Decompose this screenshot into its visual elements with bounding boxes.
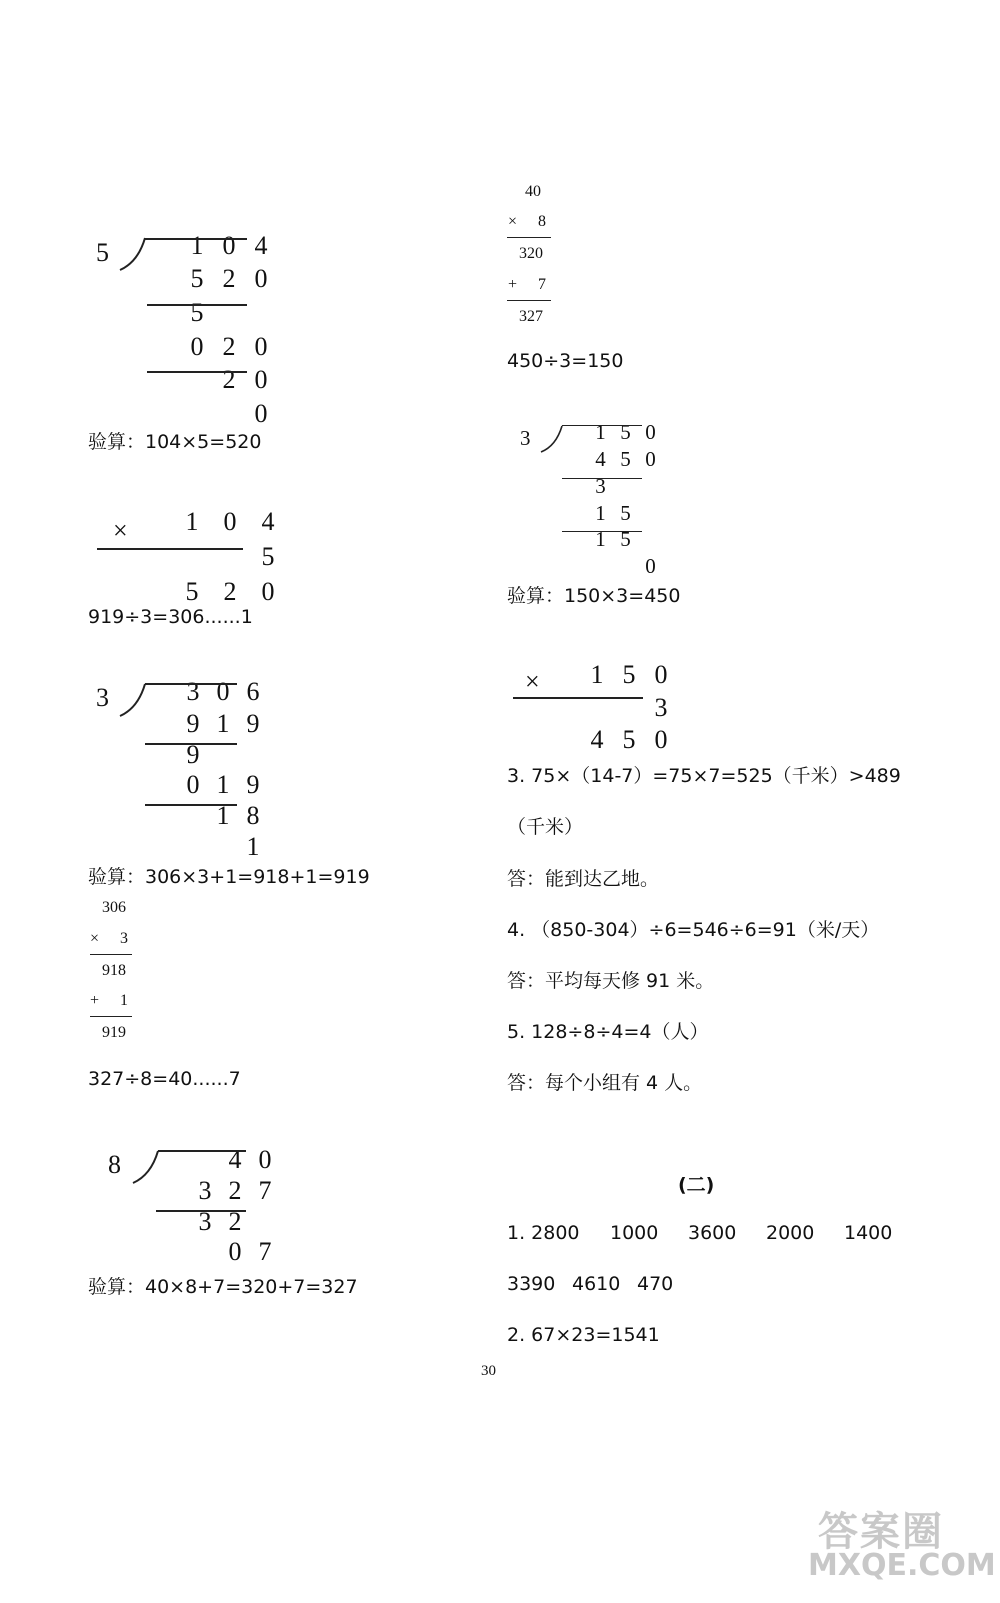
mul-line — [97, 548, 243, 550]
small-line-2 — [90, 1016, 132, 1017]
small-line-1 — [507, 237, 551, 238]
dividend-row: 4 5 0 — [595, 447, 656, 471]
small-op: × — [90, 930, 100, 947]
bracket-bar — [562, 425, 642, 426]
divisor: 3 — [520, 426, 531, 450]
subtract-line-1 — [156, 1210, 246, 1212]
quotient-row: 1 0 4 — [190, 231, 268, 260]
mul-result-row: 5 2 0 — [185, 577, 275, 606]
subtract-line-2 — [147, 371, 247, 373]
small-product: 918 — [102, 962, 126, 979]
divisor: 3 — [96, 683, 109, 712]
value-cell: 3390 — [507, 1273, 556, 1295]
mul-line — [513, 697, 643, 699]
subtract-line-2 — [562, 531, 642, 532]
value-cell: 1400 — [844, 1222, 893, 1244]
small-add-op: + — [90, 992, 100, 1009]
value-cell: 1. 2800 — [507, 1222, 580, 1244]
small-a: 306 — [102, 899, 126, 916]
check-text-1: 验算：104×5=520 — [88, 431, 262, 453]
small-add: 1 — [120, 992, 128, 1009]
equation-919-div-3: 919÷3=306......1 — [88, 606, 253, 628]
section-2-question-2: 2. 67×23=1541 — [507, 1324, 660, 1346]
value-cell: 3600 — [688, 1222, 737, 1244]
value-cell: 1000 — [610, 1222, 659, 1244]
subtract-line-1 — [147, 304, 247, 306]
subtract-row-2: 1 5 — [595, 527, 631, 551]
small-sum: 919 — [102, 1024, 126, 1041]
subtract-line-1 — [562, 478, 642, 479]
subtract-line-2 — [145, 804, 237, 806]
small-a: 40 — [525, 183, 541, 200]
value-cell: 2000 — [766, 1222, 815, 1244]
question-5-line: 5. 128÷8÷4=4（人） — [507, 1021, 709, 1043]
small-add-op: + — [508, 276, 518, 293]
question-5-answer: 答：每个小组有 4 人。 — [507, 1072, 703, 1094]
page-number: 30 — [481, 1363, 496, 1379]
check-text-3: 验算：40×8+7=320+7=327 — [88, 1276, 358, 1298]
dividend-row: 5 2 0 — [190, 264, 268, 293]
question-3-answer: 答：能到达乙地。 — [507, 868, 660, 890]
dividend-row: 3 2 7 — [198, 1176, 272, 1205]
small-line-2 — [507, 300, 551, 301]
check-text-4: 验算：150×3=450 — [507, 585, 681, 607]
subtract-line-1 — [145, 743, 237, 745]
value-cell: 470 — [637, 1273, 674, 1295]
small-sum: 327 — [519, 308, 543, 325]
remainder-row-2: 0 — [254, 399, 268, 428]
subtract-row-2: 2 0 — [222, 365, 268, 394]
equation-327-div-8: 327÷8=40......7 — [88, 1068, 241, 1090]
remainder-row-1: 0 1 9 — [186, 770, 260, 799]
watermark-top: 答案圈 — [818, 1509, 944, 1555]
question-3-line-1: 3. 75×（14-7）=75×7=525（千米）>489 — [507, 765, 901, 787]
division-bracket — [118, 236, 148, 272]
quotient-row: 4 0 — [228, 1145, 272, 1174]
quotient-row: 3 0 6 — [186, 677, 260, 706]
times-sign: × — [113, 516, 128, 545]
value-cell: 4610 — [572, 1273, 621, 1295]
subtract-row-1: 3 — [595, 474, 606, 498]
mul-top-row: 1 0 4 — [185, 507, 275, 536]
division-bracket — [539, 424, 565, 454]
small-b: 8 — [538, 213, 546, 230]
small-product: 320 — [519, 245, 543, 262]
section-title: (二) — [678, 1174, 715, 1196]
equation-450-div-3: 450÷3=150 — [507, 350, 624, 372]
divisor: 8 — [108, 1150, 121, 1179]
dividend-row: 9 1 9 — [186, 709, 260, 738]
mul-multiplier: 3 — [654, 693, 668, 722]
mul-top-row: 1 5 0 — [590, 660, 668, 689]
subtract-row-1: 5 — [190, 298, 204, 327]
mul-result-row: 4 5 0 — [590, 725, 668, 754]
question-4-line: 4. （850-304）÷6=546÷6=91（米/天） — [507, 919, 880, 941]
remainder-row-1: 0 2 0 — [190, 332, 268, 361]
divisor: 5 — [96, 238, 109, 267]
check-text-2: 验算：306×3+1=918+1=919 — [88, 866, 370, 888]
remainder-row-2: 0 — [645, 554, 656, 578]
watermark-bottom: MXQE.COM — [808, 1548, 996, 1583]
division-bracket — [131, 1149, 161, 1185]
question-3-line-2: （千米） — [507, 816, 584, 838]
quotient-row: 1 5 0 — [595, 420, 656, 444]
remainder-row-2: 1 — [246, 832, 260, 861]
small-line-1 — [90, 954, 132, 955]
subtract-row-2: 1 8 — [216, 801, 260, 830]
remainder-row-1: 0 7 — [228, 1237, 272, 1266]
question-4-answer: 答：平均每天修 91 米。 — [507, 970, 715, 992]
times-sign: × — [525, 667, 540, 696]
small-op: × — [508, 213, 518, 230]
remainder-row-1: 1 5 — [595, 501, 631, 525]
small-add: 7 — [538, 276, 546, 293]
small-b: 3 — [120, 930, 128, 947]
subtract-row-1: 3 2 — [198, 1207, 242, 1236]
division-bracket — [118, 682, 148, 718]
subtract-row-1: 9 — [186, 740, 200, 769]
mul-multiplier: 5 — [261, 542, 275, 571]
